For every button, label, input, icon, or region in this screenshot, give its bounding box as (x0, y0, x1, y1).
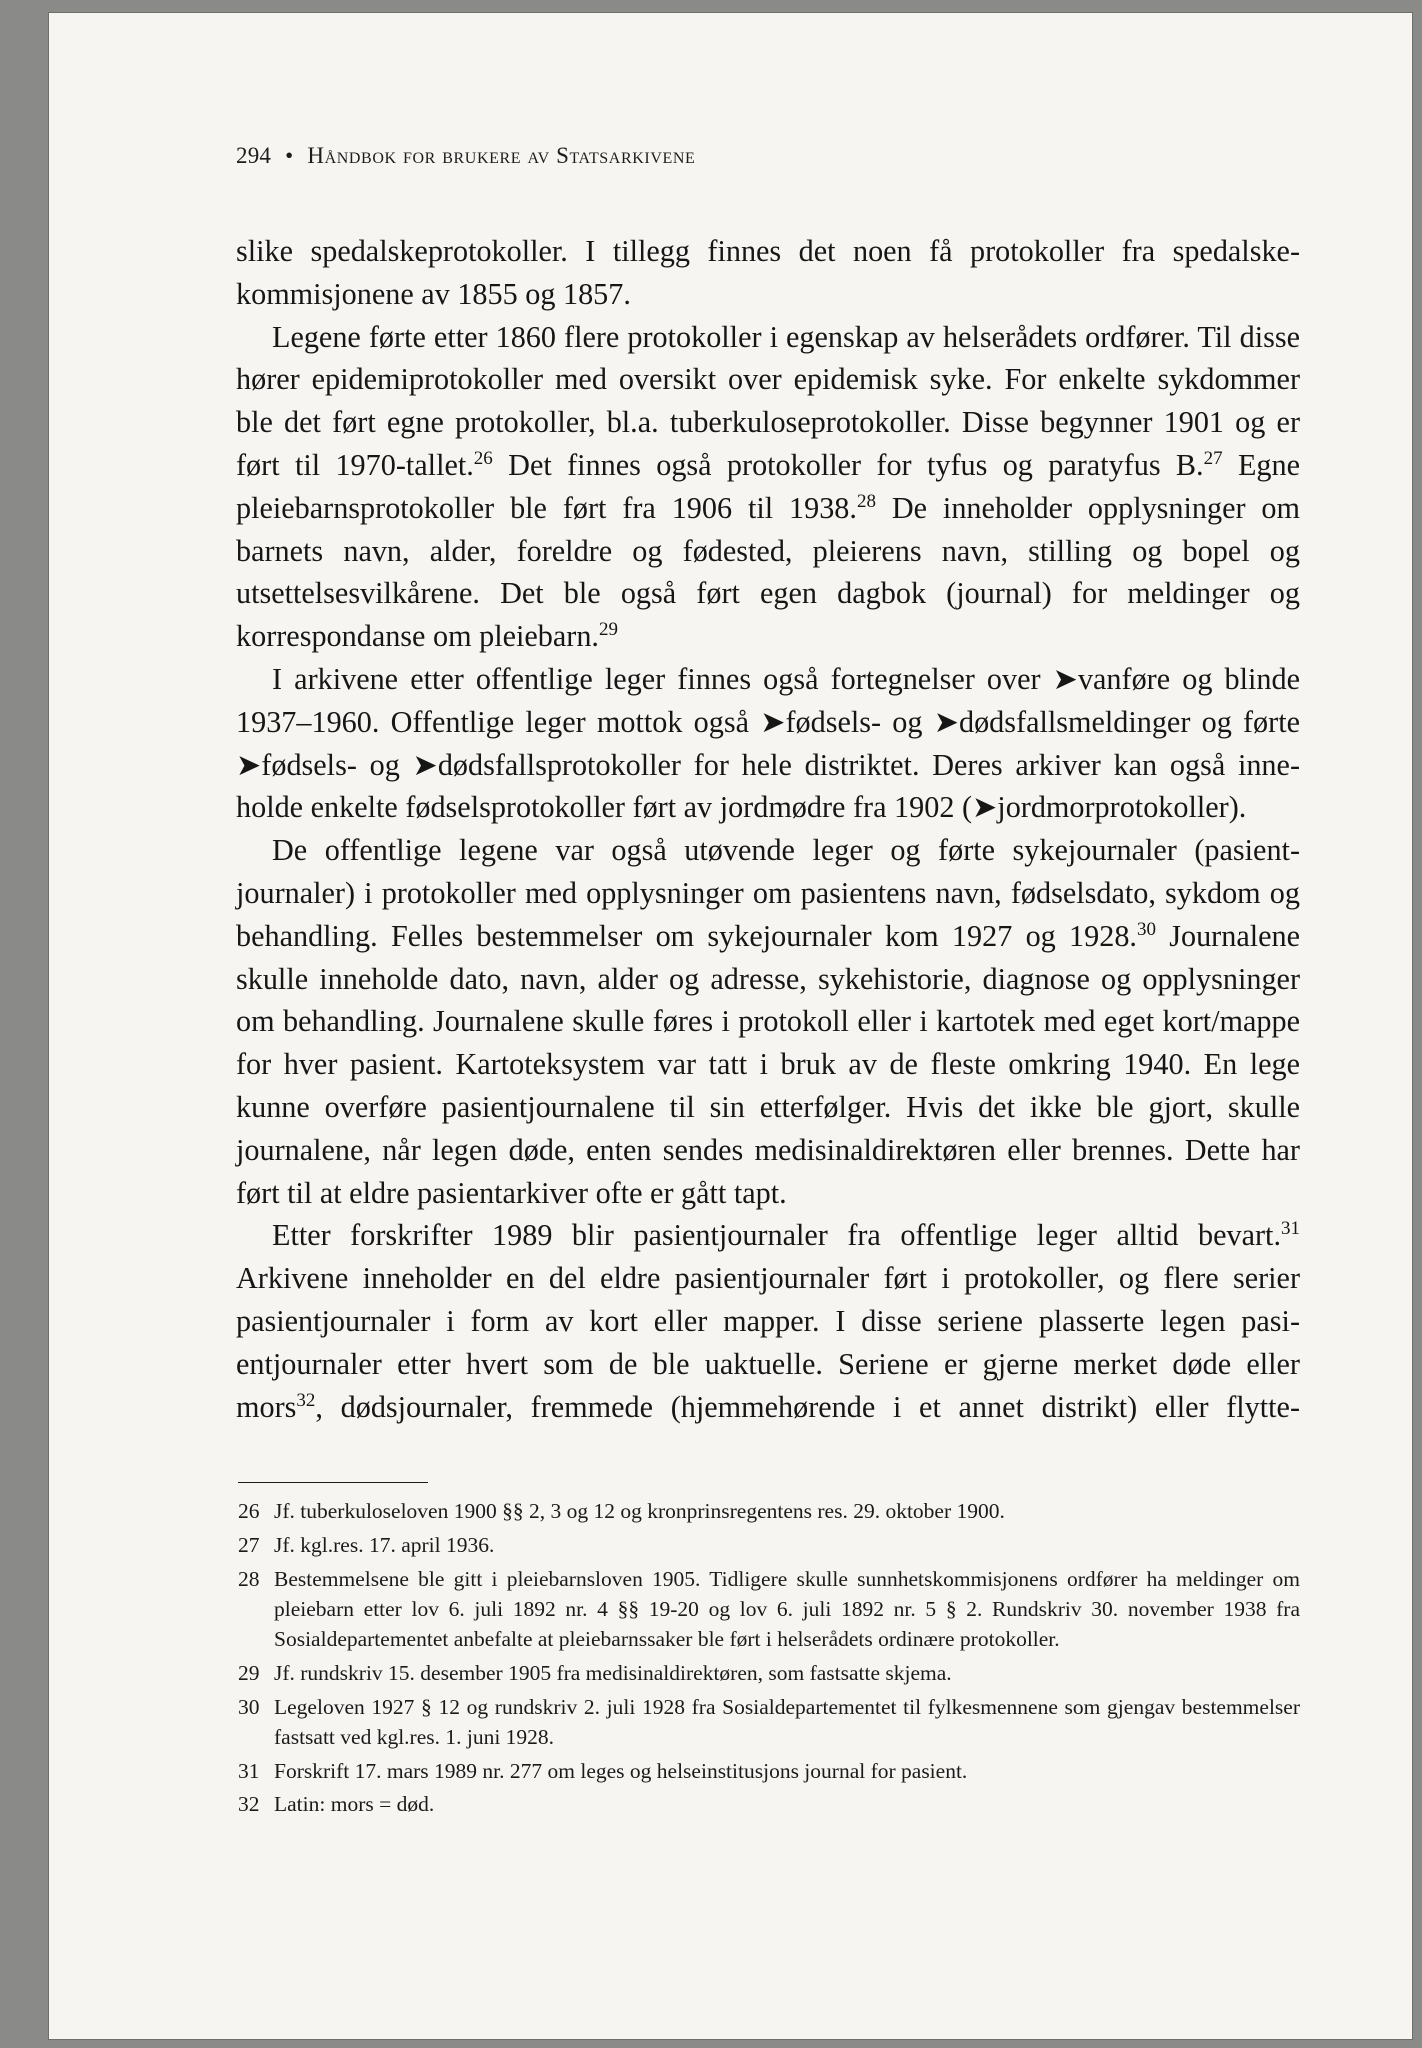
paragraph-2-text-a: Legene førte etter 1860 flere protokoller i egenskap av helserådets ordfører. Til disse hører epidemiprotokoller med oversikt over epidemisk syke. For enkelte sykdommer ble det ført egne protokoller, bl.a. tuberkuloseprotokoller. Disse begynner 1901 og er ført til 1970-tallet. (236, 319, 1300, 482)
footnote-number: 31 (238, 1758, 260, 1783)
footnote-item (238, 1789, 1300, 1819)
footnote-ref-26[interactable]: 26 (473, 447, 493, 469)
footnote-text: Legeloven 1927 § 12 og rundskriv 2. juli 1928 fra Sosialdepartementet til fylkesmennene som gjengav bestemmelser fastsatt ved kgl.res. 1. juni 1928. (274, 1694, 1300, 1749)
paragraph-4-text-a: De offentlige legene var også utøvende leger og førte sykejournaler (pasientjournaler) i protokoller med opplysninger om pasientens navn, fødselsdato, sykdom og behandling. Felles bestemmelser om sykejournaler kom 1927 og 1928. (236, 833, 1300, 953)
footnote-text: Jf. kgl.res. 17. april 1936. (274, 1532, 495, 1557)
footnote-number: 26 (238, 1499, 260, 1523)
paragraph-4-text-b: Journalene skulle inneholde dato, navn, alder og adresse, sykehistorie, diagnose og opplysninger om behandling. Journalene skulle føres i protokoll eller i kartotek med eget kort/mappe for hver pasient. Kartoteksystem var tatt i bruk av de fleste omkring 1940. En lege kunne overføre pasientjournalene til sin etterfølger. Hvis det ikke ble gjort, skulle journalene, når legen døde, enten sendes medisinaldirektøren eller brennes. Dette har ført til at eldre pasientarkiver ofte er gått tapt. (236, 918, 1300, 1210)
footnote-ref-30[interactable]: 30 (1136, 918, 1156, 940)
page-number: 294 (236, 143, 272, 168)
paragraph-2-text-b: Det finnes også protokoller for tyfus og paratyfus B. (492, 447, 1204, 482)
paragraph-3 (236, 658, 1300, 829)
footnote-ref-27[interactable]: 27 (1203, 447, 1223, 469)
footnote-item (238, 1756, 1300, 1786)
paragraph-4 (236, 829, 1300, 1214)
footnote-item (238, 1564, 1300, 1655)
footnote-ref-28[interactable]: 28 (856, 490, 876, 512)
footnote-number: 30 (238, 1694, 260, 1719)
footnote-divider (238, 1482, 428, 1483)
paragraph-5-text-b: Arkivene inneholder en del eldre pasientjournaler ført i protokoller, og flere serier pasientjournaler i form av kort eller mapper. I disse seriene plasserte legen pasientjournaler etter hvert som de ble uaktuelle. Seriene er gjerne merket døde eller mors (236, 1261, 1300, 1424)
footnote-ref-32[interactable]: 32 (296, 1389, 316, 1411)
footnote-text: Forskrift 17. mars 1989 nr. 277 om leges og helseinstitusjons journal for pasient. (274, 1758, 968, 1783)
header-bullet: • (285, 143, 294, 168)
paragraph-5 (236, 1214, 1300, 1428)
paragraph-1 (236, 230, 1300, 316)
paragraph-2 (236, 316, 1300, 658)
footnote-number: 29 (238, 1660, 260, 1685)
paragraph-2-text-c: Egne pleiebarnsprotokoller ble ført fra 1906 til 1938. (236, 447, 1300, 525)
footnote-item (238, 1692, 1300, 1752)
footnote-ref-31[interactable]: 31 (1281, 1218, 1300, 1240)
footnote-number: 32 (238, 1792, 260, 1817)
running-title: Håndbok for brukere av Statsarkivene (307, 143, 696, 168)
footnotes (238, 1496, 1300, 1823)
footnote-item (238, 1530, 1300, 1560)
running-header (236, 143, 695, 169)
footnote-text: Jf. tuberkuloseloven 1900 §§ 2, 3 og 12 og kronprinsregentens res. 29. oktober 1900. (274, 1499, 1005, 1523)
paragraph-3-text: I arkivene etter offentlige leger finnes også fortegnelser over ➤vanføre og blinde 1937–1960. Offentlige leger mottok også ➤fødsels- og ➤dødsfallsmeldinger og førte ➤fødsels- og ➤dødsfallsprotokoller for hele distriktet. Deres arkiver kan også inneholde enkelte fødselsprotokoller ført av jordmødre fra 1902 (➤jordmorprotokoller). (236, 661, 1300, 825)
paragraph-5-text-c: , dødsjournaler, fremmede (hjemmehørende i et annet distrikt) eller flytte- (315, 1389, 1300, 1424)
footnote-text: Jf. rundskriv 15. desember 1905 fra medisinaldirektøren, som fastsatte skjema. (274, 1660, 952, 1685)
paragraph-2-text-d: De inneholder opplysninger om barnets navn, alder, foreldre og fødested, pleierens navn, stilling og bopel og utsettelsesvilkårene. Det ble også ført egen dagbok (journal) for meldinger og korrespondanse om pleiebarn. (236, 490, 1300, 654)
document-page (48, 12, 1413, 2040)
footnote-text: Latin: mors = død. (274, 1792, 435, 1817)
footnote-text: Bestemmelsene ble gitt i pleiebarnsloven 1905. Tidligere skulle sunnhetskommisjonens ordfører ha meldinger om pleiebarn etter lov 6. juli 1892 nr. 4 §§ 19-20 og lov 6. juli 1892 nr. 5 § 2. Rundskriv 30. november 1938 fra Sosialdepartementet anbefalte at pleiebarnssaker ble ført i helserådets ordinære protokoller. (274, 1566, 1300, 1651)
footnote-item (238, 1658, 1300, 1688)
footnote-item (238, 1496, 1300, 1526)
footnote-number: 28 (238, 1566, 260, 1591)
footnote-ref-29[interactable]: 29 (598, 619, 618, 641)
paragraph-5-text-a: Etter forskrifter 1989 blir pasientjournaler fra offentlige leger alltid bevart. (272, 1218, 1281, 1253)
footnote-number: 27 (238, 1532, 260, 1557)
main-text (236, 230, 1300, 1428)
paragraph-1-text: slike spedalskeprotokoller. I tillegg finnes det noen få protokoller fra spedalskekommisjonene av 1855 og 1857. (236, 234, 1300, 311)
